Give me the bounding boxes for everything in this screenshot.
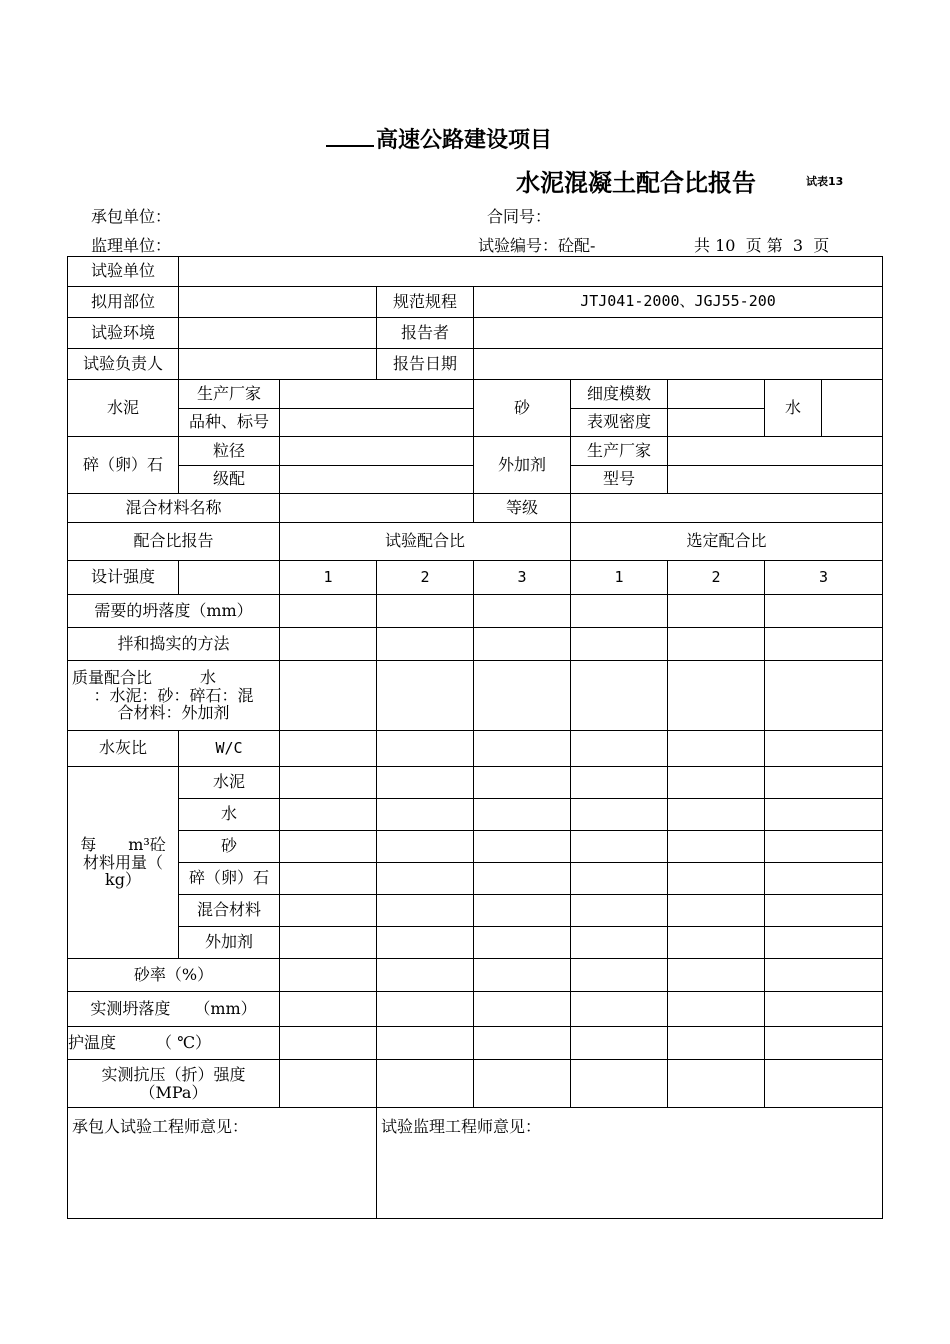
report-date-field[interactable] bbox=[474, 349, 883, 380]
cell[interactable] bbox=[668, 731, 765, 767]
cell[interactable] bbox=[280, 799, 377, 831]
spec-label: 规范规程 bbox=[377, 287, 474, 318]
measured-slump-label: 实测坍落度 （mm） bbox=[68, 992, 280, 1027]
cell[interactable] bbox=[377, 927, 474, 959]
test-lead-label: 试验负责人 bbox=[68, 349, 179, 380]
gradation-field[interactable] bbox=[280, 466, 474, 494]
cell[interactable] bbox=[280, 1060, 377, 1108]
admixture-usage-label: 外加剂 bbox=[179, 927, 280, 959]
cell[interactable] bbox=[765, 595, 883, 628]
strength-line1: 实测抗压（折）强度 bbox=[101, 1064, 246, 1084]
test-lead-field[interactable] bbox=[179, 349, 377, 380]
cell[interactable] bbox=[280, 992, 377, 1027]
per-m3-line3: kg） bbox=[105, 870, 141, 890]
environment-label: 试验环境 bbox=[68, 318, 179, 349]
fineness-modulus-label: 细度模数 bbox=[571, 380, 668, 409]
cement-usage-label: 水泥 bbox=[179, 767, 280, 799]
cell[interactable] bbox=[571, 1027, 668, 1060]
cell[interactable] bbox=[377, 799, 474, 831]
cell[interactable] bbox=[668, 799, 765, 831]
cell[interactable] bbox=[571, 927, 668, 959]
cell[interactable] bbox=[474, 799, 571, 831]
cell[interactable] bbox=[474, 731, 571, 767]
cell[interactable] bbox=[474, 831, 571, 863]
cell[interactable] bbox=[765, 628, 883, 661]
cell[interactable] bbox=[668, 927, 765, 959]
mixing-method-label: 拌和捣实的方法 bbox=[68, 628, 280, 661]
cement-label: 水泥 bbox=[68, 380, 179, 437]
cell[interactable] bbox=[377, 831, 474, 863]
sand-ratio-label: 砂率（%） bbox=[68, 959, 280, 992]
mix-report-label: 配合比报告 bbox=[68, 523, 280, 561]
cement-manufacturer-field[interactable] bbox=[280, 380, 474, 409]
cell[interactable] bbox=[765, 661, 883, 731]
cell[interactable] bbox=[474, 992, 571, 1027]
cell[interactable] bbox=[765, 767, 883, 799]
cell[interactable] bbox=[668, 863, 765, 895]
mass-ratio-label bbox=[68, 661, 280, 731]
cell[interactable] bbox=[377, 895, 474, 927]
grade-label: 等级 bbox=[474, 494, 571, 523]
cell[interactable] bbox=[765, 1060, 883, 1108]
cell[interactable] bbox=[668, 1027, 765, 1060]
cell[interactable] bbox=[571, 731, 668, 767]
water-usage-label: 水 bbox=[179, 799, 280, 831]
selected-col-1: 1 bbox=[571, 561, 668, 595]
per-m3-line2: 材料用量（ bbox=[82, 852, 163, 872]
cell[interactable] bbox=[377, 731, 474, 767]
cell[interactable] bbox=[765, 895, 883, 927]
gradation-label: 级配 bbox=[179, 466, 280, 494]
design-strength-field[interactable] bbox=[179, 561, 280, 595]
page-counter: 共 10 页 第 3 页 bbox=[694, 236, 830, 255]
cell[interactable] bbox=[668, 992, 765, 1027]
particle-size-field[interactable] bbox=[280, 437, 474, 466]
cell[interactable] bbox=[765, 959, 883, 992]
cell[interactable] bbox=[377, 661, 474, 731]
cell[interactable] bbox=[474, 1060, 571, 1108]
mass-ratio-line2: ：水泥：砂：碎石：混 bbox=[93, 685, 254, 705]
mass-ratio-line3: 合材料：外加剂 bbox=[117, 703, 230, 723]
wc-label: W/C bbox=[179, 731, 280, 767]
cell[interactable] bbox=[571, 799, 668, 831]
reporter-label: 报告者 bbox=[377, 318, 474, 349]
cell[interactable] bbox=[765, 992, 883, 1027]
cell[interactable] bbox=[377, 1060, 474, 1108]
apparent-density-field[interactable] bbox=[668, 409, 765, 437]
cell[interactable] bbox=[571, 628, 668, 661]
supervisor-label: 监理单位： bbox=[91, 236, 172, 255]
supervisor-opinion[interactable]: 试验监理工程师意见： bbox=[377, 1108, 883, 1219]
project-title bbox=[326, 123, 552, 154]
cell[interactable] bbox=[668, 767, 765, 799]
cement-manufacturer-label: 生产厂家 bbox=[179, 380, 280, 409]
form-code: 试表13 bbox=[806, 175, 844, 188]
gravel-label: 碎（卵）石 bbox=[68, 437, 179, 494]
reporter-field[interactable] bbox=[474, 318, 883, 349]
cell[interactable] bbox=[377, 992, 474, 1027]
mix-material-name-field[interactable] bbox=[280, 494, 474, 523]
cell[interactable] bbox=[668, 831, 765, 863]
cell[interactable] bbox=[474, 927, 571, 959]
admixture-manufacturer-field[interactable] bbox=[668, 437, 883, 466]
planned-part-field[interactable] bbox=[179, 287, 377, 318]
cell[interactable] bbox=[474, 895, 571, 927]
design-strength-label: 设计强度 bbox=[68, 561, 179, 595]
trial-mix-header: 试验配合比 bbox=[280, 523, 571, 561]
admixture-model-label: 型号 bbox=[571, 466, 668, 494]
sand-label: 砂 bbox=[474, 380, 571, 437]
cell[interactable] bbox=[474, 767, 571, 799]
cell[interactable] bbox=[571, 863, 668, 895]
mix-material-usage-label: 混合材料 bbox=[179, 895, 280, 927]
trial-col-3: 3 bbox=[474, 561, 571, 595]
cell[interactable] bbox=[377, 863, 474, 895]
strength-line2: （MPa） bbox=[139, 1082, 208, 1102]
cell[interactable] bbox=[474, 595, 571, 628]
cement-grade-field[interactable] bbox=[280, 409, 474, 437]
cell[interactable] bbox=[474, 1027, 571, 1060]
cell[interactable] bbox=[668, 959, 765, 992]
mix-material-name-label: 混合材料名称 bbox=[68, 494, 280, 523]
cell[interactable] bbox=[377, 628, 474, 661]
project-title-text: 高速公路建设项目 bbox=[376, 128, 553, 153]
cell[interactable] bbox=[280, 927, 377, 959]
particle-size-label: 粒径 bbox=[179, 437, 280, 466]
cell[interactable] bbox=[668, 895, 765, 927]
planned-part-label: 拟用部位 bbox=[68, 287, 179, 318]
required-slump-label: 需要的坍落度（mm） bbox=[68, 595, 280, 628]
cell[interactable] bbox=[280, 661, 377, 731]
cell[interactable] bbox=[571, 959, 668, 992]
sand-usage-label: 砂 bbox=[179, 831, 280, 863]
curing-temp-label: 护温度 （ ℃） bbox=[68, 1027, 280, 1060]
cell[interactable] bbox=[765, 927, 883, 959]
cell[interactable] bbox=[571, 895, 668, 927]
mix-report-table bbox=[67, 256, 883, 1219]
spec-value: JTJ041-2000、JGJ55-200 bbox=[474, 287, 883, 318]
cell[interactable] bbox=[280, 767, 377, 799]
water-label: 水 bbox=[765, 380, 822, 437]
gravel-usage-label: 碎（卵）石 bbox=[179, 863, 280, 895]
cell[interactable] bbox=[280, 863, 377, 895]
cell[interactable] bbox=[377, 959, 474, 992]
cell[interactable] bbox=[571, 831, 668, 863]
cell[interactable] bbox=[571, 1060, 668, 1108]
selected-mix-header: 选定配合比 bbox=[571, 523, 883, 561]
contractor-opinion[interactable]: 承包人试验工程师意见： bbox=[68, 1108, 377, 1219]
per-m3-line1: 每 m³砼 bbox=[80, 835, 166, 855]
cell[interactable] bbox=[377, 1027, 474, 1060]
cell[interactable] bbox=[571, 992, 668, 1027]
apparent-density-label: 表观密度 bbox=[571, 409, 668, 437]
trial-col-2: 2 bbox=[377, 561, 474, 595]
project-name-blank[interactable] bbox=[326, 125, 374, 147]
cell[interactable] bbox=[765, 831, 883, 863]
cell[interactable] bbox=[474, 661, 571, 731]
environment-field[interactable] bbox=[179, 318, 377, 349]
cell[interactable] bbox=[280, 959, 377, 992]
cell[interactable] bbox=[280, 895, 377, 927]
cell[interactable] bbox=[280, 831, 377, 863]
selected-col-3: 3 bbox=[765, 561, 883, 595]
contractor-label: 承包单位： bbox=[91, 207, 172, 226]
cell[interactable] bbox=[765, 863, 883, 895]
cell[interactable] bbox=[765, 1027, 883, 1060]
cell[interactable] bbox=[280, 1027, 377, 1060]
cell[interactable] bbox=[765, 799, 883, 831]
admixture-manufacturer-label: 生产厂家 bbox=[571, 437, 668, 466]
strength-label bbox=[68, 1060, 280, 1108]
cell[interactable] bbox=[377, 595, 474, 628]
trial-col-1: 1 bbox=[280, 561, 377, 595]
cell[interactable] bbox=[474, 863, 571, 895]
cell[interactable] bbox=[668, 1060, 765, 1108]
cell[interactable] bbox=[571, 595, 668, 628]
cell[interactable] bbox=[668, 661, 765, 731]
grade-field[interactable] bbox=[571, 494, 883, 523]
cell[interactable] bbox=[765, 731, 883, 767]
cell[interactable] bbox=[280, 628, 377, 661]
admixture-model-field[interactable] bbox=[668, 466, 883, 494]
cell[interactable] bbox=[474, 959, 571, 992]
test-unit-field[interactable] bbox=[179, 257, 883, 287]
cell[interactable] bbox=[571, 767, 668, 799]
cell[interactable] bbox=[280, 595, 377, 628]
water-field[interactable] bbox=[822, 380, 883, 437]
mass-ratio-line1: 质量配合比 水 bbox=[72, 668, 217, 688]
wc-ratio-label: 水灰比 bbox=[68, 731, 179, 767]
report-date-label: 报告日期 bbox=[377, 349, 474, 380]
fineness-modulus-field[interactable] bbox=[668, 380, 765, 409]
admixture-label: 外加剂 bbox=[474, 437, 571, 494]
report-title: 水泥混凝土配合比报告 bbox=[516, 169, 756, 197]
cell[interactable] bbox=[280, 731, 377, 767]
cell[interactable] bbox=[571, 661, 668, 731]
contract-no-label: 合同号： bbox=[487, 207, 552, 226]
cement-grade-label: 品种、标号 bbox=[179, 409, 280, 437]
test-unit-label: 试验单位 bbox=[68, 257, 179, 287]
per-m3-label bbox=[68, 767, 179, 959]
test-no-label: 试验编号：砼配- bbox=[478, 236, 596, 255]
cell[interactable] bbox=[377, 767, 474, 799]
cell[interactable] bbox=[474, 628, 571, 661]
cell[interactable] bbox=[668, 628, 765, 661]
cell[interactable] bbox=[668, 595, 765, 628]
selected-col-2: 2 bbox=[668, 561, 765, 595]
